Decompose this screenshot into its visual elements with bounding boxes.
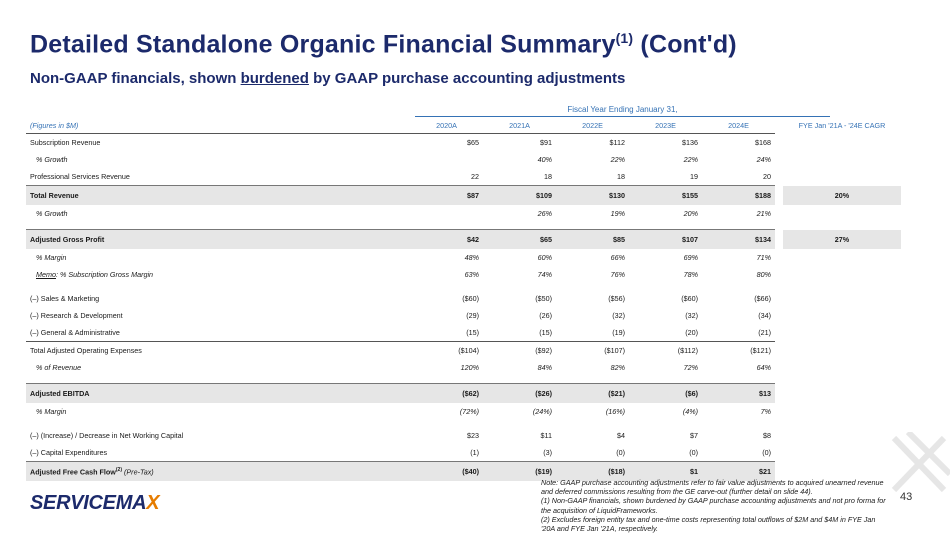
col-header: 2024E xyxy=(728,120,749,130)
cell: 22 xyxy=(471,172,479,181)
cell: $188 xyxy=(702,186,775,206)
table-row-highlight xyxy=(26,186,901,206)
table-row xyxy=(26,134,901,152)
cell: $13 xyxy=(702,384,775,404)
cell: (29) xyxy=(466,311,479,320)
col-header: 2023E xyxy=(655,120,676,130)
cell: $11 xyxy=(540,431,552,440)
table-row-highlight xyxy=(26,384,901,404)
cell: $8 xyxy=(763,431,771,440)
table-row xyxy=(26,324,901,342)
cell: ($66) xyxy=(754,294,771,303)
cell: ($60) xyxy=(462,294,479,303)
cell: (3) xyxy=(543,448,552,457)
cell: 19% xyxy=(610,209,625,218)
cagr-header: FYE Jan '21A - '24E CAGR xyxy=(798,120,886,130)
cell: ($40) xyxy=(410,462,483,482)
cell: 22% xyxy=(683,155,698,164)
memo-label: Memo xyxy=(36,270,56,279)
cell: ($19) xyxy=(483,462,556,482)
row-label xyxy=(26,462,410,482)
afcf-label: Adjusted Free Cash Flow xyxy=(30,467,116,477)
title-text: Detailed Standalone Organic Financial Summary xyxy=(30,30,616,59)
col-header: 2020A xyxy=(436,120,457,130)
footnote: (1) Non-GAAP financials, shown burdened by GAAP purchase accounting adjustments and not pro forma for the acquisition of LiquidFrameworks. xyxy=(541,496,886,515)
table-row xyxy=(26,403,901,420)
col-header: 2022E xyxy=(582,120,603,130)
cell: (16%) xyxy=(605,407,625,416)
cell: 72% xyxy=(683,363,698,372)
row-label: % Growth xyxy=(36,155,68,164)
cell xyxy=(410,205,483,222)
cell: $1 xyxy=(629,462,702,482)
subtitle-post: by GAAP purchase accounting adjustments xyxy=(308,70,626,87)
row-label: Adjusted EBITDA xyxy=(26,384,410,404)
logo-text: SERVICEMA xyxy=(30,492,147,514)
cell: 40% xyxy=(537,155,552,164)
cell: ($26) xyxy=(483,384,556,404)
subtitle-underlined: burdened xyxy=(240,70,309,87)
decorative-x-pattern xyxy=(888,432,950,496)
cell: (24%) xyxy=(532,407,552,416)
memo-label-rest: : % Subscription Gross Margin xyxy=(55,270,154,279)
cagr-cell: 20% xyxy=(783,186,901,206)
cell: ($121) xyxy=(702,342,775,360)
row-label: Total Revenue xyxy=(26,186,410,206)
table-row xyxy=(26,266,901,283)
cell: ($21) xyxy=(556,384,629,404)
cell: 18 xyxy=(544,172,552,181)
row-label: (–) (Increase) / Decrease in Net Working Capital xyxy=(30,431,184,440)
cell: (0) xyxy=(616,448,625,457)
table-row xyxy=(26,359,901,376)
row-label: (–) General & Administrative xyxy=(30,328,120,337)
footnote: Note: GAAP purchase accounting adjustments refer to fair value adjustments to acquired unearned revenue and deferred commissions resulting from the GE carve-out (further detail on slide 44). xyxy=(541,478,884,497)
cell: 66% xyxy=(610,253,625,262)
cell: ($107) xyxy=(556,342,629,360)
cell: 24% xyxy=(756,155,771,164)
table-row xyxy=(26,427,901,444)
title-suffix: (Cont'd) xyxy=(633,30,737,59)
cell: 64% xyxy=(756,363,771,372)
cell: $42 xyxy=(410,230,483,250)
cell: (19) xyxy=(612,328,625,337)
units-label: (Figures in $M) xyxy=(30,120,79,130)
cell: ($112) xyxy=(629,342,702,360)
page-title xyxy=(30,30,737,59)
cell: 78% xyxy=(683,270,698,279)
col-header: 2021A xyxy=(509,120,530,130)
cell: 20% xyxy=(683,209,698,218)
cell: (15) xyxy=(466,328,479,337)
row-label: Adjusted Gross Profit xyxy=(26,230,410,250)
row-label: % Margin xyxy=(36,407,67,416)
cell: ($62) xyxy=(410,384,483,404)
cell: $168 xyxy=(702,134,775,152)
cell: $21 xyxy=(702,462,775,482)
cell: 63% xyxy=(464,270,479,279)
afcf-footnote-ref: (2) xyxy=(115,466,122,473)
financial-summary-table xyxy=(26,117,901,481)
cell: (1) xyxy=(470,448,479,457)
cell: 74% xyxy=(537,270,552,279)
cell: 21% xyxy=(756,209,771,218)
cell: (34) xyxy=(758,311,771,320)
cell: 26% xyxy=(537,209,552,218)
page-subtitle xyxy=(30,70,625,87)
row-label: Subscription Revenue xyxy=(26,134,410,152)
cell: $91 xyxy=(483,134,556,152)
row-label: % Growth xyxy=(36,209,68,218)
cell: 20 xyxy=(763,172,771,181)
cell: (0) xyxy=(689,448,698,457)
cell: (21) xyxy=(758,328,771,337)
fiscal-year-header: Fiscal Year Ending January 31, xyxy=(567,105,678,114)
table-row xyxy=(26,342,901,360)
cell: ($50) xyxy=(535,294,552,303)
cagr-cell: 27% xyxy=(783,230,901,250)
logo-x: X xyxy=(146,492,160,514)
cell: 76% xyxy=(610,270,625,279)
cell: $87 xyxy=(410,186,483,206)
cell: ($60) xyxy=(681,294,698,303)
cell: $65 xyxy=(410,134,483,152)
cell: $23 xyxy=(467,431,479,440)
row-label: (–) Research & Development xyxy=(30,311,123,320)
cell xyxy=(410,151,483,168)
cell: 19 xyxy=(690,172,698,181)
row-label: Total Adjusted Operating Expenses xyxy=(26,342,410,360)
cell: $65 xyxy=(483,230,556,250)
footnotes xyxy=(541,478,886,533)
cell: (32) xyxy=(612,311,625,320)
cell: $107 xyxy=(629,230,702,250)
row-label xyxy=(26,266,410,283)
table-row xyxy=(26,249,901,266)
cell: ($92) xyxy=(483,342,556,360)
cell: 84% xyxy=(537,363,552,372)
cell: ($6) xyxy=(629,384,702,404)
cell: ($104) xyxy=(410,342,483,360)
row-label: Professional Services Revenue xyxy=(30,172,130,181)
row-label: % Margin xyxy=(36,253,67,262)
cell: ($56) xyxy=(608,294,625,303)
cell: (32) xyxy=(685,311,698,320)
cell: $4 xyxy=(617,431,625,440)
cell: 48% xyxy=(464,253,479,262)
row-label: % of Revenue xyxy=(36,363,82,372)
cell: (15) xyxy=(539,328,552,337)
cell: $136 xyxy=(629,134,702,152)
cell: $85 xyxy=(556,230,629,250)
servicemax-logo xyxy=(30,492,159,515)
cell: (20) xyxy=(685,328,698,337)
table-row xyxy=(26,151,901,168)
cell: 60% xyxy=(537,253,552,262)
afcf-label-suffix: (Pre-Tax) xyxy=(122,467,154,477)
cell: $109 xyxy=(483,186,556,206)
cell: (72%) xyxy=(459,407,479,416)
cell: (26) xyxy=(539,311,552,320)
cell: ($18) xyxy=(556,462,629,482)
cell: 69% xyxy=(683,253,698,262)
cell: $155 xyxy=(629,186,702,206)
cell: 82% xyxy=(610,363,625,372)
cell: 7% xyxy=(760,407,771,416)
cell: 22% xyxy=(610,155,625,164)
table-header-row xyxy=(26,117,901,134)
cell: $130 xyxy=(556,186,629,206)
table-row xyxy=(26,168,901,186)
cell: $134 xyxy=(702,230,775,250)
row-label: (–) Capital Expenditures xyxy=(30,448,108,457)
page-number: 43 xyxy=(900,491,913,503)
cell: $7 xyxy=(690,431,698,440)
cell: 71% xyxy=(756,253,771,262)
cell: 120% xyxy=(460,363,479,372)
footnote: (2) Excludes foreign entity tax and one-time costs representing total outflows of $2M and $4M in FYE Jan '20A and FYE Jan '21A, respectively. xyxy=(541,514,876,534)
subtitle-pre: Non-GAAP financials, shown xyxy=(30,70,241,87)
cell: $112 xyxy=(556,134,629,152)
title-footnote-ref: (1) xyxy=(615,30,634,46)
cell: (0) xyxy=(762,448,771,457)
cell: 80% xyxy=(756,270,771,279)
table-row xyxy=(26,290,901,307)
table-row xyxy=(26,307,901,324)
table-row-highlight xyxy=(26,230,901,250)
cell: (4%) xyxy=(682,407,698,416)
table-row xyxy=(26,205,901,222)
table-row xyxy=(26,444,901,462)
cell: 18 xyxy=(617,172,625,181)
row-label: (–) Sales & Marketing xyxy=(30,294,100,303)
